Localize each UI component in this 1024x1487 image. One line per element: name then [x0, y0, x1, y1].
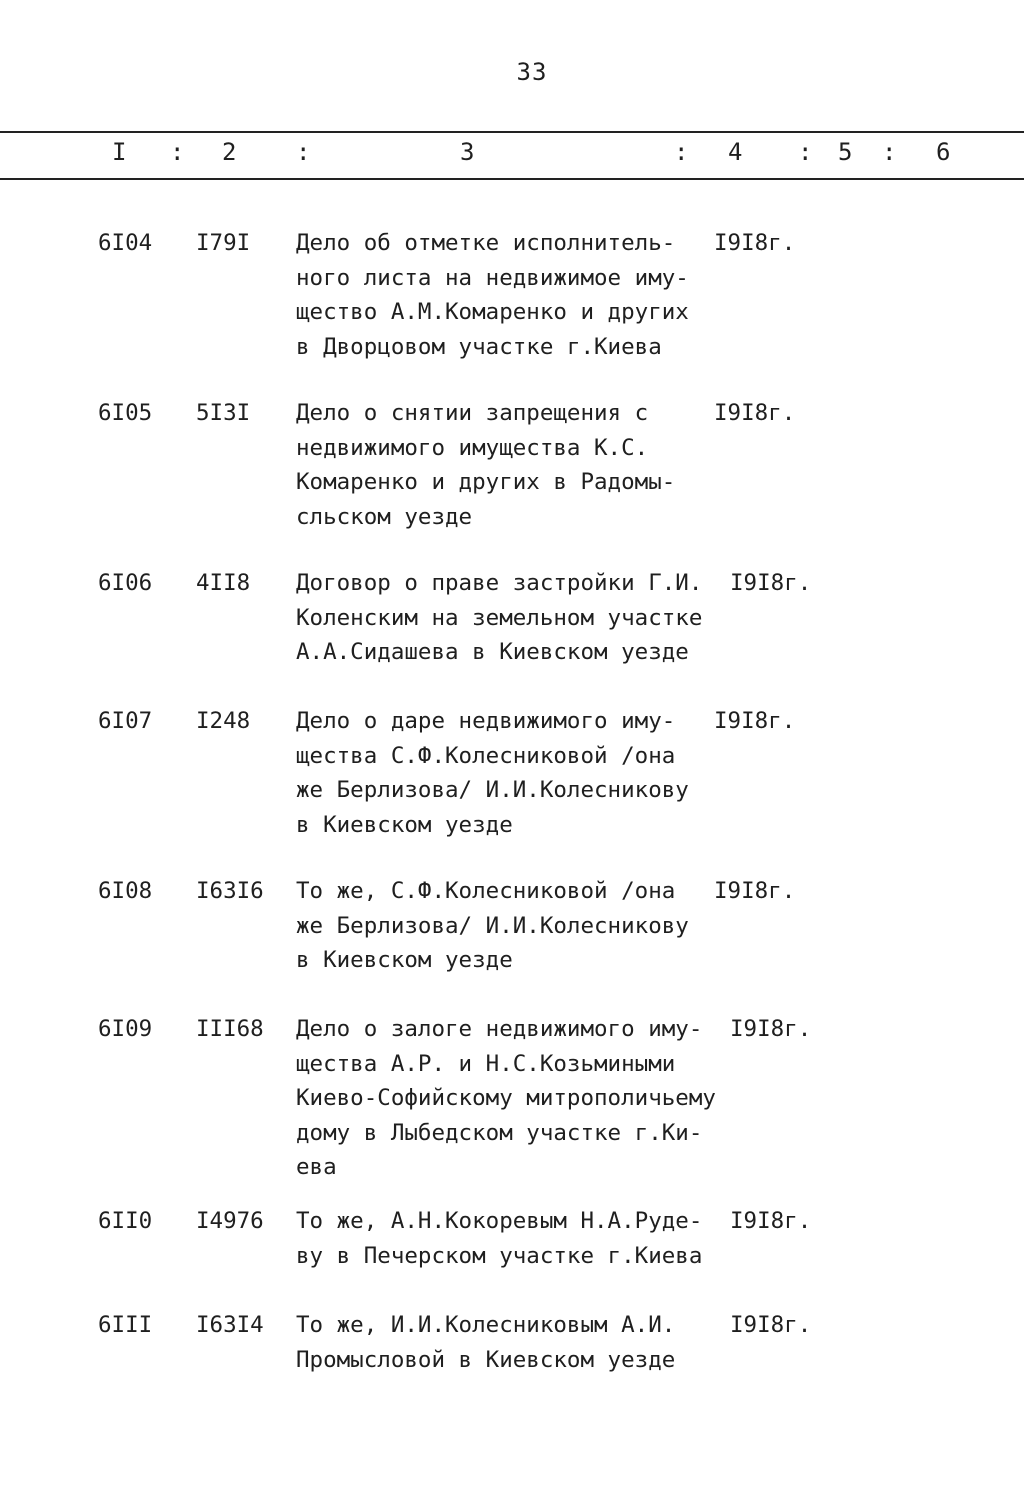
- entry-description-line: Дело о снятии запрещения с: [296, 400, 649, 426]
- column-header-5: 5: [838, 138, 853, 166]
- entry-description-line: ву в Печерском участке г.Киева: [296, 1242, 703, 1269]
- entry-description-line: щество А.М.Комаренко и других: [296, 299, 689, 325]
- entry-description-line: недвижимого имущества К.С.: [296, 434, 649, 461]
- column-separator: :: [798, 138, 813, 166]
- entry-number: 6I07: [98, 708, 153, 734]
- entry-number: 6I08: [98, 878, 153, 904]
- column-header-1: I: [112, 138, 127, 166]
- entry-description-line: Коленским на земельном участке: [296, 604, 703, 631]
- entry-description: [296, 226, 736, 364]
- entry-description-line: ного листа на недвижимое иму-: [296, 264, 689, 291]
- entry-year: I9I8г.: [714, 400, 796, 426]
- entry-description-line: Промысловой в Киевском уезде: [296, 1346, 676, 1373]
- entry-year: I9I8г.: [730, 1208, 812, 1234]
- entry-description-line: Договор о праве застройки Г.И.: [296, 570, 703, 596]
- entry-description: [296, 1308, 736, 1377]
- column-header-3: 3: [460, 138, 475, 166]
- entry-number: 6III: [98, 1312, 153, 1338]
- entry-year: I9I8г.: [714, 230, 796, 256]
- entry-number: 6I05: [98, 400, 153, 426]
- entry-number: 6I09: [98, 1016, 153, 1042]
- entry-description-line: А.А.Сидашева в Киевском уезде: [296, 639, 689, 665]
- entry-reference: I4976: [196, 1208, 264, 1234]
- entry-year: I9I8г.: [730, 1312, 812, 1338]
- entry-reference: I79I: [196, 230, 251, 256]
- column-header-2: 2: [222, 138, 237, 166]
- entry-description: [296, 1204, 736, 1273]
- column-separator: :: [674, 138, 689, 166]
- entry-number: 6I04: [98, 230, 153, 256]
- entry-description-line: дому в Лыбедском участке г.Ки-: [296, 1119, 703, 1146]
- entry-year: I9I8г.: [730, 570, 812, 596]
- header-top-rule: [0, 131, 1024, 133]
- entry-description-line: в Киевском уезде: [296, 811, 513, 838]
- entry-description-line: То же, И.И.Колесниковым А.И.: [296, 1312, 676, 1338]
- entry-description-line: Дело об отметке исполнитель-: [296, 230, 676, 256]
- entry-description-line: То же, А.Н.Кокоревым Н.А.Руде-: [296, 1208, 703, 1234]
- entry-year: I9I8г.: [714, 878, 796, 904]
- entry-description-line: Комаренко и других в Радомы-: [296, 469, 676, 495]
- entry-description-line: сльском уезде: [296, 503, 473, 530]
- entry-description: [296, 1012, 736, 1185]
- entry-description-line: Дело о даре недвижимого иму-: [296, 708, 676, 734]
- entry-reference: I63I6: [196, 878, 264, 904]
- entry-reference: 4II8: [196, 570, 251, 596]
- entry-description: [296, 874, 736, 978]
- entry-description-line: щества А.Р. и Н.С.Козьмиными: [296, 1050, 676, 1077]
- entry-description-line: же Берлизова/ И.И.Колесникову: [296, 777, 689, 803]
- entry-description-line: Киево-Софийскому митрополичьему: [296, 1085, 716, 1111]
- entry-description-line: в Дворцовом участке г.Киева: [296, 333, 662, 360]
- entry-description-line: Дело о залоге недвижимого иму-: [296, 1016, 703, 1042]
- column-separator: :: [882, 138, 897, 166]
- page-number: 33: [516, 58, 548, 86]
- entry-year: I9I8г.: [714, 708, 796, 734]
- entry-description-line: щества С.Ф.Колесниковой /она: [296, 742, 676, 769]
- entry-description-line: То же, С.Ф.Колесниковой /она: [296, 878, 676, 904]
- entry-reference: 5I3I: [196, 400, 251, 426]
- entry-reference: I63I4: [196, 1312, 264, 1338]
- column-separator: :: [296, 138, 311, 166]
- column-separator: :: [170, 138, 185, 166]
- entry-description: [296, 566, 736, 670]
- header-bottom-rule: [0, 178, 1024, 180]
- entry-description: [296, 704, 736, 842]
- column-header-6: 6: [936, 138, 951, 166]
- entry-reference: III68: [196, 1016, 264, 1042]
- entry-year: I9I8г.: [730, 1016, 812, 1042]
- column-header: [0, 138, 1024, 168]
- entry-description-line: же Берлизова/ И.И.Колесникову: [296, 912, 689, 939]
- entry-description-line: ева: [296, 1154, 337, 1180]
- entry-description-line: в Киевском уезде: [296, 947, 513, 973]
- entry-description: [296, 396, 736, 534]
- entry-number: 6II0: [98, 1208, 153, 1234]
- column-header-4: 4: [728, 138, 743, 166]
- entry-reference: I248: [196, 708, 251, 734]
- entry-number: 6I06: [98, 570, 153, 596]
